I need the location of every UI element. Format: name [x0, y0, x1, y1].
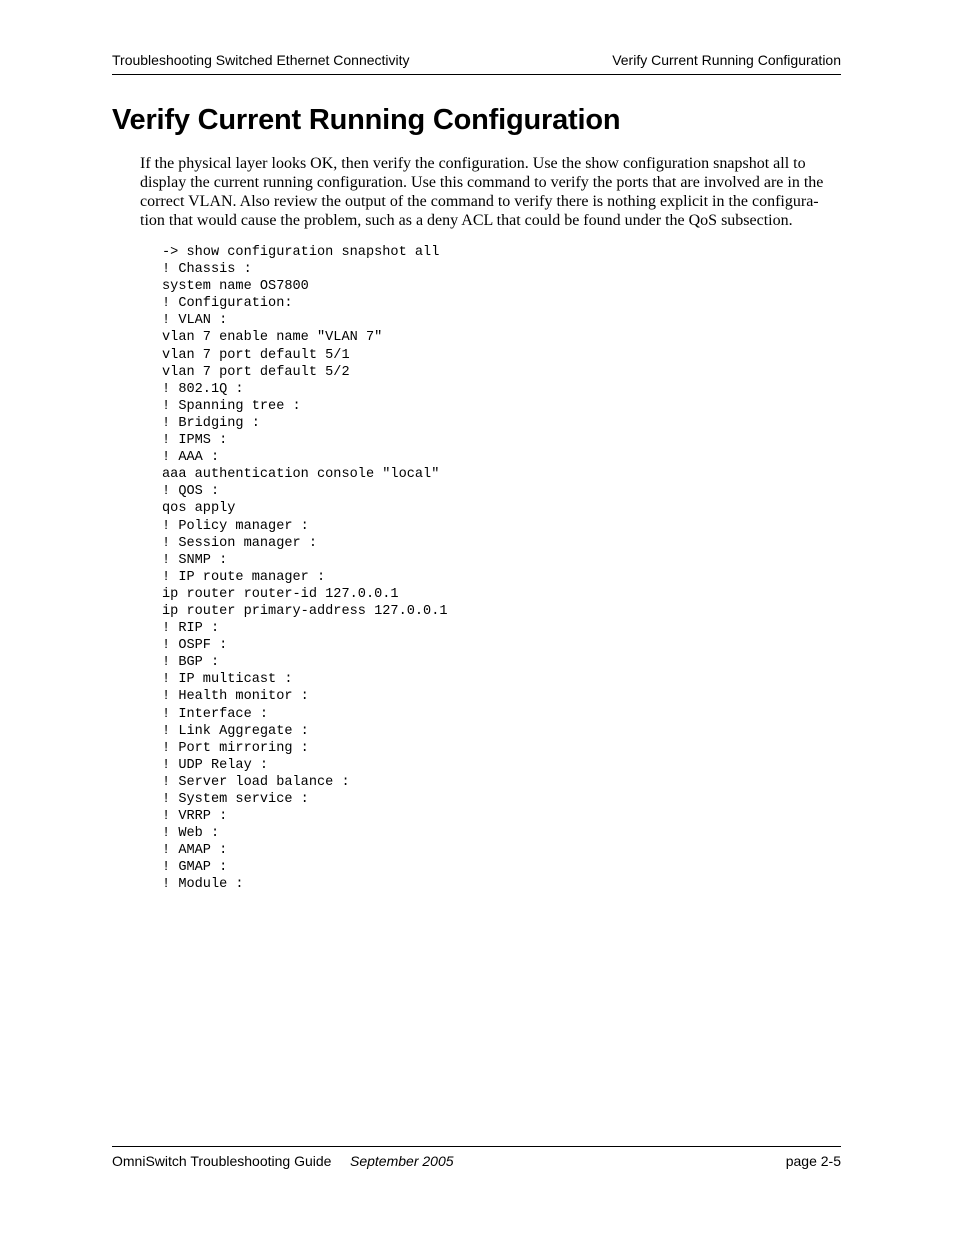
code-line: ! Interface : — [162, 706, 269, 722]
code-line: qos apply — [162, 501, 236, 517]
code-line: ! VLAN : — [162, 313, 228, 329]
cli-output-block — [162, 244, 448, 894]
code-line: ! Spanning tree : — [162, 398, 301, 414]
code-line: ! Configuration: — [162, 296, 293, 312]
code-line: ! Link Aggregate : — [162, 723, 309, 739]
code-line: ! IPMS : — [162, 433, 228, 449]
footer-guide-title: OmniSwitch Troubleshooting Guide — [112, 1153, 332, 1169]
intro-line: If the physical layer looks OK, then verify the configuration. Use the show configuration snapshot all to — [140, 155, 806, 172]
code-line: vlan 7 port default 5/2 — [162, 364, 350, 380]
page-header — [112, 50, 841, 75]
intro-line: correct VLAN. Also review the output of the command to verify there is nothing explicit in the configura- — [140, 193, 819, 210]
code-line: ! RIP : — [162, 621, 220, 637]
code-line: ! Session manager : — [162, 535, 317, 551]
code-line: ! VRRP : — [162, 809, 228, 825]
code-line: ! BGP : — [162, 655, 220, 671]
code-line: ! Port mirroring : — [162, 740, 309, 756]
code-line: ! AMAP : — [162, 843, 228, 859]
footer-date: September 2005 — [350, 1153, 454, 1169]
page-footer — [112, 1146, 841, 1169]
code-line: vlan 7 enable name "VLAN 7" — [162, 330, 383, 346]
code-line: ! System service : — [162, 792, 309, 807]
code-line: ! QOS : — [162, 484, 220, 500]
footer-page-number: page 2-5 — [785, 1153, 841, 1169]
code-line: ! GMAP : — [162, 860, 228, 876]
code-line: ! SNMP : — [162, 552, 228, 568]
code-line: ! UDP Relay : — [162, 757, 269, 773]
code-line: ! 802.1Q : — [162, 381, 244, 397]
intro-line: tion that would cause the problem, such as a deny ACL that could be found under the QoS subsection. — [140, 212, 793, 229]
code-line: ! AAA : — [162, 450, 220, 466]
code-line: ! Module : — [162, 877, 244, 893]
header-section-title: Verify Current Running Configuration — [612, 52, 841, 68]
code-line: ! OSPF : — [162, 638, 228, 654]
code-line: ! IP multicast : — [162, 672, 293, 688]
code-line: ! Health monitor : — [162, 689, 309, 705]
code-line: ! Web : — [162, 826, 220, 842]
code-line: ip router router-id 127.0.0.1 — [162, 586, 399, 602]
code-line: -> show configuration snapshot all — [162, 245, 440, 260]
header-chapter-title: Troubleshooting Switched Ethernet Connectivity — [112, 52, 410, 68]
code-line: vlan 7 port default 5/1 — [162, 347, 350, 363]
code-line: ! Policy manager : — [162, 518, 309, 534]
code-line: ! Server load balance : — [162, 774, 350, 790]
code-line: ! IP route manager : — [162, 569, 326, 585]
code-line: system name OS7800 — [162, 279, 309, 295]
code-line: ! Bridging : — [162, 415, 260, 431]
intro-paragraph — [140, 154, 842, 230]
page-title: Verify Current Running Configuration — [112, 104, 621, 136]
code-line: ! Chassis : — [162, 262, 252, 278]
code-line: ip router primary-address 127.0.0.1 — [162, 603, 448, 619]
code-line: aaa authentication console "local" — [162, 467, 440, 483]
intro-line: display the current running configuration. Use this command to verify the ports that are involved are in the — [140, 174, 824, 191]
